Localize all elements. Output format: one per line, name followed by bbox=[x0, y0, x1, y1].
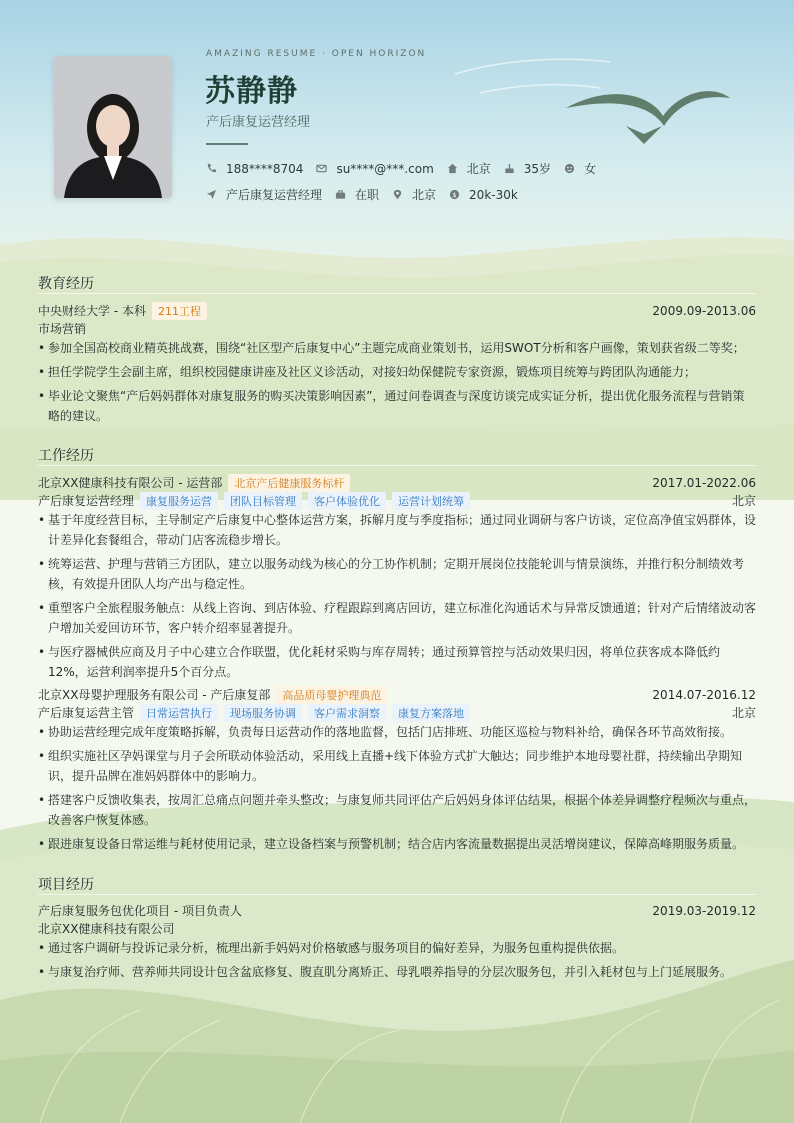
bullet-dot: • bbox=[38, 941, 46, 955]
work-section-title: 工作经历 bbox=[38, 448, 94, 464]
job-bullet bbox=[38, 790, 756, 830]
company-name: 北京XX母婴护理服务有限公司 - 产后康复部 bbox=[38, 688, 271, 702]
bullet-dot: • bbox=[38, 837, 46, 851]
major: 市场营销 bbox=[38, 322, 87, 336]
bullet-dot: • bbox=[38, 793, 46, 807]
status-item bbox=[335, 186, 379, 203]
cake-icon bbox=[504, 163, 515, 174]
job-bullet bbox=[38, 642, 756, 682]
gender-item bbox=[564, 160, 596, 177]
bullet-dot: • bbox=[38, 557, 46, 571]
mail-icon bbox=[316, 163, 327, 174]
job-entry-header bbox=[38, 686, 756, 703]
job-location: 北京 bbox=[731, 706, 756, 720]
bullet-text: 与康复治疗师、营养师共同设计包含盆底修复、腹直肌分离矫正、母乳喂养指导的分层次服务包，并引入耗材包与上门延展服务。 bbox=[48, 965, 733, 979]
bullet-dot: • bbox=[38, 513, 46, 527]
profile-photo bbox=[54, 56, 172, 198]
job-bullet bbox=[38, 746, 756, 786]
project-name: 产后康复服务包优化项目 - 项目负责人 bbox=[38, 904, 242, 918]
skill-tag: 康复服务运营 bbox=[140, 492, 218, 510]
company-tag: 北京产后健康服务标杆 bbox=[228, 474, 350, 492]
tagline: AMAZING RESUME · OPEN HORIZON bbox=[206, 49, 427, 59]
bullet-text: 统筹运营、护理与营销三方团队，建立以服务动线为核心的分工协作机制；定期开展岗位技能轮训与情景演练，并推行积分制绩效考核，有效提升团队人均产出与稳定性。 bbox=[48, 557, 745, 591]
education-entry-header bbox=[38, 302, 756, 319]
age-item bbox=[504, 160, 551, 177]
home-icon bbox=[447, 163, 458, 174]
city-text: 北京 bbox=[466, 162, 491, 176]
contact-info-row bbox=[206, 160, 609, 177]
title-divider bbox=[206, 143, 248, 145]
briefcase-icon bbox=[335, 189, 346, 200]
job-date: 2014.07-2016.12 bbox=[652, 687, 756, 702]
education-bullet bbox=[38, 386, 756, 426]
bullet-dot: • bbox=[38, 389, 46, 403]
bullet-text: 搭建客户反馈收集表，按周汇总痛点问题并牵头整改；与康复师共同评估产后妈妈身体评估结果，根据个体差异调整疗程频次与重点，改善客户恢复体感。 bbox=[48, 793, 757, 827]
bullet-text: 协助运营经理完成年度策略拆解，负责每日运营动作的落地监督，包括门店排班、功能区巡检与物料补给，确保各环节高效衔接。 bbox=[48, 725, 733, 739]
project-org: 北京XX健康科技有限公司 bbox=[38, 922, 175, 936]
email-text: su****@***.com bbox=[336, 161, 434, 176]
skill-tag: 康复方案落地 bbox=[392, 704, 470, 722]
intent-city-text: 北京 bbox=[412, 188, 437, 202]
position-name: 产后康复运营经理 bbox=[38, 494, 135, 508]
job-bullet bbox=[38, 722, 756, 742]
svg-text:$: $ bbox=[452, 190, 457, 199]
phone-icon bbox=[206, 163, 217, 174]
bullet-text: 组织实施社区孕妈课堂与月子会所联动体验活动，采用线上直播+线下体验方式扩大触达；同步维护本地母婴社群，持续输出孕期知识，提升品牌在准妈妈群体中的影响力。 bbox=[48, 749, 743, 783]
candidate-name: 苏静静 bbox=[205, 74, 298, 109]
job-entry-header bbox=[38, 474, 756, 491]
education-bullet bbox=[38, 362, 756, 382]
skill-tag: 客户需求洞察 bbox=[308, 704, 386, 722]
status-text: 在职 bbox=[355, 188, 380, 202]
salary-item bbox=[449, 188, 518, 202]
project-bullet bbox=[38, 962, 756, 982]
portrait-image bbox=[54, 56, 172, 198]
email-item[interactable] bbox=[316, 162, 433, 176]
work-divider bbox=[38, 465, 756, 466]
project-entry-header bbox=[38, 902, 756, 919]
school-name: 中央财经大学 - 本科 bbox=[38, 304, 146, 318]
bullet-text: 基于年度经营目标，主导制定产后康复中心整体运营方案，拆解月度与季度指标；通过同业调研与客户访谈，定位高净值宝妈群体，设计差异化套餐组合，带动门店客流稳步增长。 bbox=[48, 513, 757, 547]
skill-tag: 日常运营执行 bbox=[140, 704, 218, 722]
job-date: 2017.01-2022.06 bbox=[652, 475, 756, 490]
company-tag: 高品质母婴护理典范 bbox=[276, 686, 387, 704]
skill-tag: 客户体验优化 bbox=[308, 492, 386, 510]
bullet-text: 参加全国高校商业精英挑战赛，围绕“社区型产后康复中心”主题完成商业策划书，运用SWOT分析和客户画像，策划获省级二等奖； bbox=[48, 341, 745, 355]
education-bullet bbox=[38, 338, 756, 358]
bullet-text: 通过客户调研与投诉记录分析，梳理出新手妈妈对价格敏感与服务项目的偏好差异，为服务包重构提供依据。 bbox=[48, 941, 625, 955]
location-pin-icon bbox=[392, 189, 403, 200]
bullet-text: 跟进康复设备日常运维与耗材使用记录，建立设备档案与预警机制；结合店内客流量数据提出灵活增岗建议，保障高峰期服务质量。 bbox=[48, 837, 745, 851]
job-bullet bbox=[38, 834, 756, 854]
phone-item[interactable] bbox=[206, 162, 303, 176]
job-intent-row bbox=[206, 186, 531, 203]
job-bullet bbox=[38, 554, 756, 594]
education-section-title: 教育经历 bbox=[38, 276, 94, 292]
skill-tag: 运营计划统筹 bbox=[392, 492, 470, 510]
job-position-row bbox=[38, 492, 756, 509]
bullet-dot: • bbox=[38, 725, 46, 739]
bullet-text: 重塑客户全旅程服务触点：从线上咨询、到店体验、疗程跟踪到离店回访，建立标准化沟通话术与异常反馈通道；针对产后情绪波动客户增加关爱回访环节，客户转介绍率显著提升。 bbox=[48, 601, 757, 635]
bullet-dot: • bbox=[38, 365, 46, 379]
bullet-text: 毕业论文聚焦“产后妈妈群体对康复服务的购买决策影响因素”，通过问卷调查与深度访谈完成实证分析，提出优化服务流程与营销策略的建议。 bbox=[48, 389, 745, 423]
project-section-title: 项目经历 bbox=[38, 877, 94, 893]
project-bullet bbox=[38, 938, 756, 958]
project-divider bbox=[38, 894, 756, 895]
bullet-dot: • bbox=[38, 341, 46, 355]
project-date: 2019.03-2019.12 bbox=[652, 903, 756, 918]
intent-city-item bbox=[392, 186, 436, 203]
phone-text: 188****8704 bbox=[226, 161, 304, 176]
job-title: 产后康复运营经理 bbox=[206, 115, 311, 130]
job-position-row bbox=[38, 704, 756, 721]
bullet-dot: • bbox=[38, 645, 46, 659]
education-divider bbox=[38, 293, 756, 294]
skill-tag: 现场服务协调 bbox=[224, 704, 302, 722]
bullet-dot: • bbox=[38, 749, 46, 763]
bullet-dot: • bbox=[38, 965, 46, 979]
education-date: 2009.09-2013.06 bbox=[652, 303, 756, 318]
city-item bbox=[447, 160, 491, 177]
salary-text: 20k-30k bbox=[469, 187, 518, 202]
intent-position-item bbox=[206, 186, 322, 203]
bullet-text: 与医疗器械供应商及月子中心建立合作联盟，优化耗材采购与库存周转；通过预算管控与活动效果归因，将单位获客成本降低约12%，运营利润率提升5个百分点。 bbox=[48, 645, 721, 679]
position-name: 产后康复运营主管 bbox=[38, 706, 135, 720]
gender-icon bbox=[564, 163, 575, 174]
bullet-dot: • bbox=[38, 601, 46, 615]
job-location: 北京 bbox=[731, 494, 756, 508]
intent-position-text: 产后康复运营经理 bbox=[226, 188, 323, 202]
job-bullet bbox=[38, 598, 756, 638]
school-tag: 211工程 bbox=[152, 302, 207, 320]
bullet-text: 担任学院学生会副主席，组织校园健康讲座及社区义诊活动，对接妇幼保健院专家资源，锻炼项目统筹与跨团队沟通能力； bbox=[48, 365, 697, 379]
skill-tag: 团队目标管理 bbox=[224, 492, 302, 510]
job-bullet bbox=[38, 510, 756, 550]
salary-icon bbox=[449, 189, 460, 200]
age-text: 35岁 bbox=[523, 162, 552, 176]
send-icon bbox=[206, 189, 217, 200]
gender-text: 女 bbox=[584, 162, 597, 176]
company-name: 北京XX健康科技有限公司 - 运营部 bbox=[38, 476, 223, 490]
